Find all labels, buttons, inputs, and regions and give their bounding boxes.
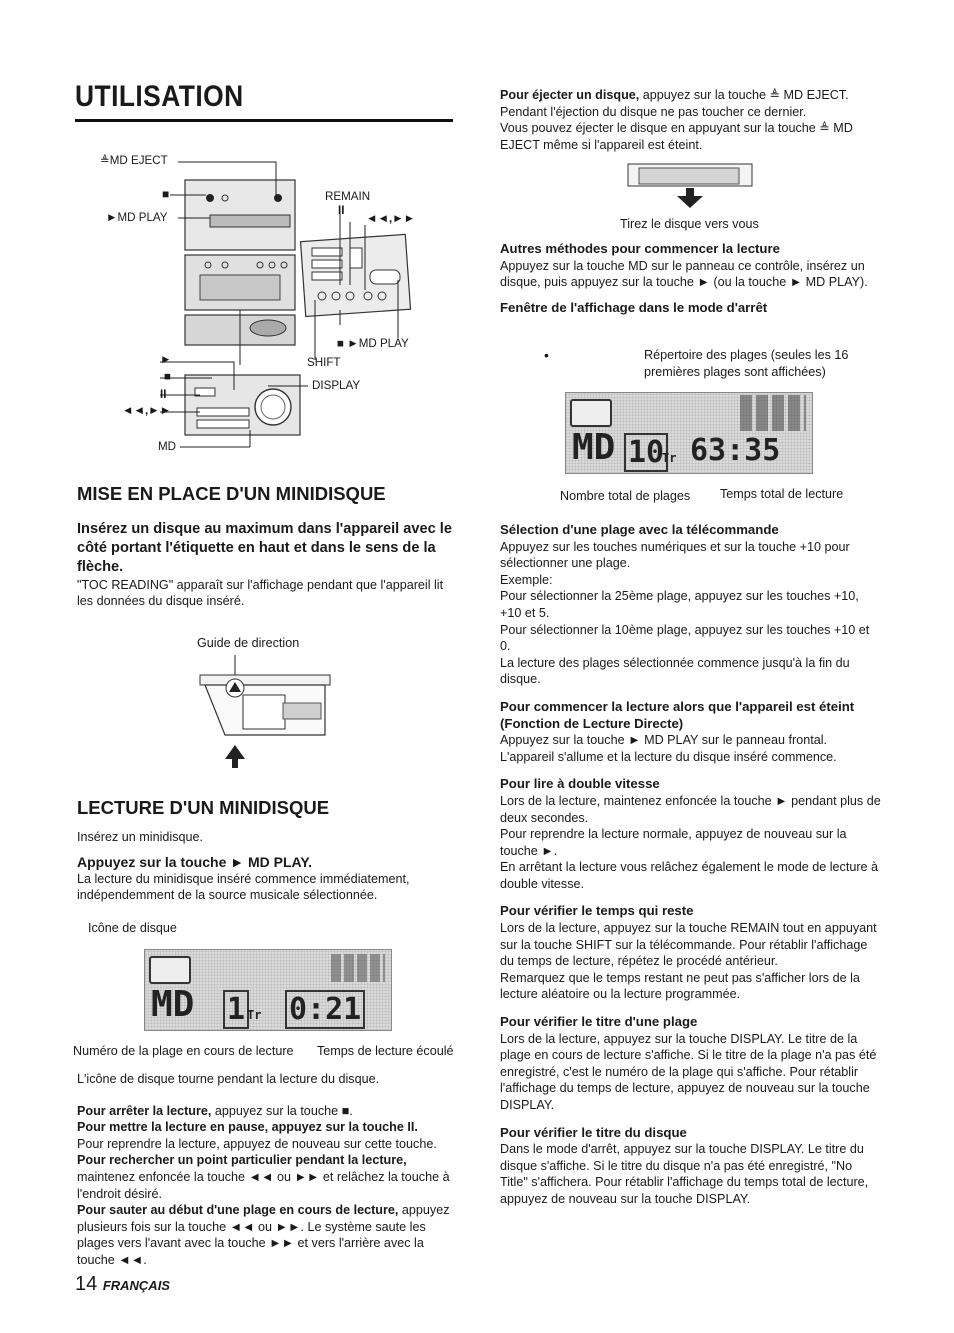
double-text-3: En arrêtant la lecture vous relâchez également le mode de lecture à double vitesse. — [500, 860, 879, 891]
label-remain: REMAIN — [325, 190, 371, 203]
label-md-play-right: ■ ►MD PLAY — [337, 337, 409, 350]
pause-text: Pour reprendre la lecture, appuyez de nouveau sur cette touche. — [77, 1136, 437, 1151]
eject-illustration — [625, 160, 755, 215]
device-diagram — [100, 150, 460, 460]
eject-line3: Vous pouvez éjecter le disque en appuyant sur la touche ≜ MD EJECT même si l'appareil est éteint. — [500, 121, 853, 152]
caption-elapsed: Temps de lecture écoulé — [317, 1044, 454, 1058]
skip-text: appuyez plusieurs fois sur la touche ◄◄ ou ►►. Le système saute les plages vers l'avant avec la touche ►► et vers l'arrière avec la touche ◄◄. — [77, 1203, 450, 1267]
caption-total-time: Temps total de lecture — [720, 487, 844, 501]
label-md: MD — [158, 440, 177, 453]
label-display: DISPLAY — [312, 379, 361, 392]
double-text-1: Lors de la lecture, maintenez enfoncée la touche ► pendant plus de deux secondes. — [500, 793, 881, 825]
search-text: maintenez enfoncée la touche ◄◄ ou ►► et relâchez la touche à l'endroit désiré. — [77, 1169, 450, 1201]
page-number: 14 — [75, 1273, 98, 1295]
lcd-playing — [144, 949, 392, 1031]
label-md-eject: ≜MD EJECT — [100, 154, 168, 167]
tracktitle-text: Lors de la lecture, appuyez sur la touche DISPLAY. Le titre de la plage en cours de lecture s'affiche. Si le titre de la plage n'a pas été enregistré, c'est le numéro de la plage qui s'affiche. Pour rétablir l'affichage du temps de lecture, appuyez de nouveau sur la touche DISPLAY. — [500, 1031, 877, 1112]
double-heading: Pour lire à double vitesse — [500, 776, 660, 792]
section-heading-insert: MISE EN PLACE D'UN MINIDISQUE — [77, 483, 386, 504]
direct-text: Appuyez sur la touche ► MD PLAY sur le panneau frontal. L'appareil s'allume et la lecture du disque inséré commence. — [500, 733, 837, 764]
disc-icon-caption: Icône de disque — [88, 921, 177, 935]
other-heading: Autres méthodes pour commencer la lecture — [500, 241, 780, 256]
play-sub: Appuyez sur la touche ► MD PLAY. — [77, 854, 313, 871]
eject-line2: Pendant l'éjection du disque ne pas toucher ce dernier. — [500, 104, 807, 119]
stopdisp-heading: Fenêtre de l'affichage dans le mode d'arrêt — [500, 299, 768, 315]
left-column — [77, 483, 455, 610]
lcd2-tr: Tr — [662, 451, 677, 465]
page-language: FRANÇAIS — [102, 1278, 170, 1293]
remote-example: Exemple: — [500, 572, 553, 587]
eject-text: appuyez sur la touche ≜ MD EJECT. — [639, 88, 849, 102]
skip-bold: Pour sauter au début d'une plage en cours de lecture, — [77, 1203, 399, 1218]
page-footer — [75, 1273, 170, 1296]
stop-bold: Pour arrêter la lecture, — [77, 1103, 212, 1118]
other-text: Appuyez sur la touche MD sur le panneau ce contrôle, insérez un disque, puis appuyez sur la touche ► (ou la touche ► MD PLAY). — [500, 258, 868, 290]
play-text: La lecture du minidisque inséré commence immédiatement, indépendemment de la source musicale sélectionnée. — [77, 871, 410, 903]
right-column — [500, 87, 882, 153]
lcd2-md: MD — [572, 427, 616, 468]
spin-note: L'icône de disque tourne pendant la lecture du disque. — [77, 1072, 380, 1086]
label-md-play-left: ►MD PLAY — [106, 211, 168, 224]
label-pause: II — [338, 204, 345, 217]
lcd-md: MD — [151, 984, 195, 1025]
pause-bold: Pour mettre la lecture en pause, appuyez sur la touche II. — [77, 1120, 418, 1135]
eject-diagram — [625, 160, 755, 215]
double-text-2: Pour reprendre la lecture normale, appuyez de nouveau sur la touche ►. — [500, 827, 847, 858]
label-stop: ■ — [162, 187, 170, 201]
label-pause-2: II — [160, 388, 167, 401]
remain-text-2: Remarquez que le temps restant ne peut pas s'afficher lors de la lecture aléatoire ou la lecture programmée. — [500, 970, 860, 1002]
insert-lead: Insérez un disque au maximum dans l'appareil avec le côté portant l'étiquette en haut et dans le sens de la flèche. — [77, 520, 452, 575]
lcd-tr: Tr — [247, 1008, 262, 1022]
play-intro: Insérez un minidisque. — [77, 829, 204, 844]
search-bold: Pour rechercher un point particulier pendant la lecture, — [77, 1153, 407, 1168]
track-grid — [331, 954, 385, 982]
disctitle-heading: Pour vérifier le titre du disque — [500, 1124, 687, 1140]
remote-example-1: Pour sélectionner la 25ème plage, appuyez sur les touches +10, +10 et 5. — [500, 589, 859, 620]
remote-example-2: Pour sélectionner la 10ème plage, appuyez sur les touches +10 et 0. — [500, 622, 870, 654]
caption-total-tracks: Nombre total de plages — [560, 489, 691, 503]
lcd2-time: 63:35 — [690, 433, 781, 468]
lcd-time: 0:21 — [285, 990, 365, 1029]
left-column-2 — [77, 797, 455, 904]
stop-text: appuyez sur la touche ■. — [211, 1103, 353, 1118]
insert-diagram — [195, 655, 340, 770]
label-play: ► — [160, 353, 172, 366]
section-heading-play: LECTURE D'UN MINIDISQUE — [77, 797, 330, 818]
page-title: UTILISATION — [75, 80, 244, 113]
disc-icon — [149, 956, 191, 984]
title-rule — [75, 119, 453, 122]
eject-bold: Pour éjecter un disque, — [500, 88, 640, 102]
lcd-stopped — [565, 392, 813, 474]
direct-heading: Pour commencer la lecture alors que l'appareil est éteint (Fonction de Lecture Directe) — [500, 698, 855, 731]
guide-caption: Guide de direction — [197, 636, 300, 650]
remote-end: La lecture des plages sélectionnée commence jusqu'à la fin du disque. — [500, 655, 850, 687]
remote-heading: Sélection d'une plage avec la télécommande — [500, 522, 779, 537]
lcd-track: 1 — [223, 990, 249, 1029]
insert-illustration — [195, 655, 340, 770]
track-grid-2 — [740, 395, 806, 431]
disc-icon-2 — [570, 399, 612, 427]
bullet: • — [544, 347, 549, 363]
eject-caption: Tirez le disque vers vous — [620, 217, 759, 231]
stopdisp-note: Répertoire des plages (seules les 16 premières plages sont affichées) — [644, 348, 849, 379]
remote-text: Appuyez sur les touches numériques et sur la touche +10 pour sélectionner une plage. — [500, 539, 850, 571]
lcd2-tracks: 10 — [624, 433, 668, 472]
caption-current-track: Numéro de la plage en cours de lecture — [73, 1044, 294, 1058]
remain-heading: Pour vérifier le temps qui reste — [500, 903, 694, 919]
disctitle-text: Dans le mode d'arrêt, appuyez sur la touche DISPLAY. Le titre du disque s'affiche. Si le titre du disque n'a pas été enregistré, "No Title" s'affichera. Pour rétablir l'affichage du temps total de lecture, appuyez de nouveau sur la touche DISPLAY. — [500, 1142, 869, 1206]
label-stop-2: ■ — [164, 370, 172, 383]
label-shift: SHIFT — [307, 356, 341, 369]
label-skip-right: ◄◄,►► — [366, 212, 416, 225]
right-column-3 — [500, 522, 882, 1208]
label-skip-left: ◄◄,►► — [122, 404, 172, 417]
left-column-3 — [77, 1071, 455, 1269]
remain-text-1: Lors de la lecture, appuyez sur la touche REMAIN tout en appuyant sur la touche SHIFT sur la télécommande. Pour rétablir l'affichage du temps de lecture, répétez le procédé antérieur. — [500, 921, 877, 969]
insert-text: "TOC READING" apparaît sur l'affichage pendant que l'appareil lit les données du disque inséré. — [77, 577, 444, 609]
right-column-2 — [500, 241, 882, 316]
tracktitle-heading: Pour vérifier le titre d'une plage — [500, 1014, 698, 1030]
